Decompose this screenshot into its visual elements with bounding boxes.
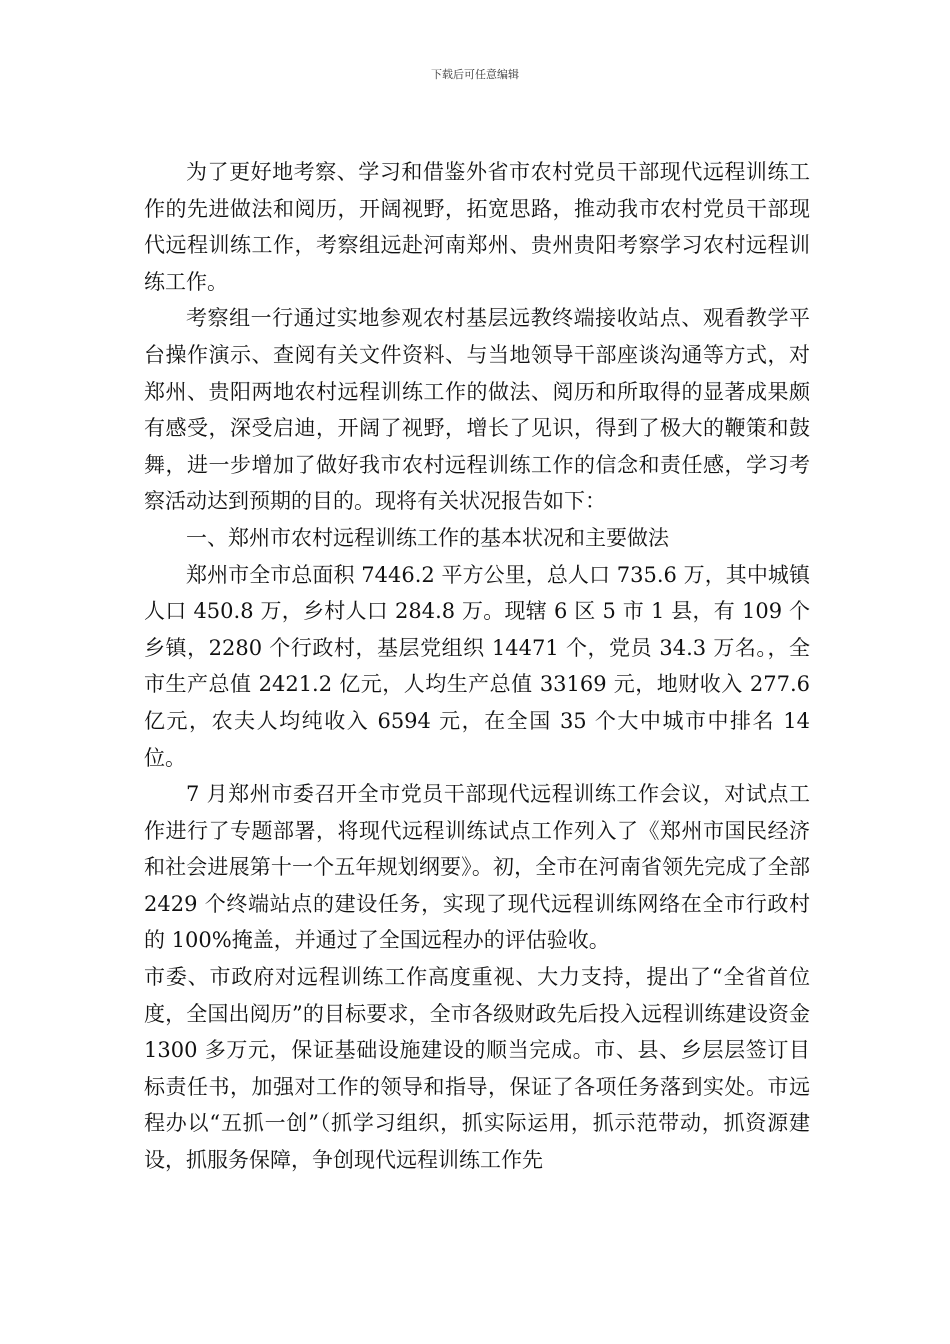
paragraph-zhengzhou-stats: 郑州市全市总面积 7446.2 平方公里，总人口 735.6 万，其中城镇人口 450.8 万，乡村人口 284.8 万。现辖 6 区 5 市 1 县，有 109 个乡镇，2280 个行政村，基层党组织 14471 个，党员 34.3 万名。，全市生产总值 2421.2 亿元，人均生产总值 33169 元，地财收入 277.6 亿元，农夫人均纯收入 6594 元，在全国 35 个大中城市中排名 14 位。 [144, 562, 810, 770]
paragraph-july-meeting: 7 月郑州市委召开全市党员干部现代远程训练工作会议，对试点工作进行了专题部署，将现代远程训练试点工作列入了《郑州市国民经济和社会进展第十一个五年规划纲要》。初，全市在河南省领先完成了全部 2429 个终端站点的建设任务，实现了现代远程训练网络在全市行政村的 100%掩盖，并通过了全国远程办的评估验收。 [144, 782, 810, 953]
document-body [144, 154, 810, 1179]
section-heading: 一、郑州市农村远程训练工作的基本状况和主要做法 [186, 525, 669, 550]
page-header: 下载后可任意编辑 [431, 68, 519, 81]
paragraph-city-support: 市委、市政府对远程训练工作高度重视、大力支持，提出了“全省首位度，全国出阅历”的目标要求，全市各级财政先后投入远程训练建设资金 1300 多万元，保证基础设施建设的顺当完成。市、县、乡层层签订目标责任书，加强对工作的领导和指导，保证了各项任务落到实处。市远程办以“五抓一创”（抓学习组织，抓实际运用，抓示范带动，抓资源建设，抓服务保障，争创现代远程训练工作先 [144, 965, 810, 1173]
paragraph-inspection: 考察组一行通过实地参观农村基层远教终端接收站点、观看教学平台操作演示、查阅有关文件资料、与当地领导干部座谈沟通等方式，对郑州、贵阳两地农村远程训练工作的做法、阅历和所取得的显著成果颇有感受，深受启迪，开阔了视野，增长了见识，得到了极大的鞭策和鼓舞，进一步增加了做好我市农村远程训练工作的信念和责任感，学习考察活动达到预期的目的。现将有关状况报告如下： [144, 306, 810, 514]
paragraph-intro: 为了更好地考察、学习和借鉴外省市农村党员干部现代远程训练工作的先进做法和阅历，开阔视野，拓宽思路，推动我市农村党员干部现代远程训练工作，考察组远赴河南郑州、贵州贵阳考察学习农村远程训练工作。 [144, 160, 810, 294]
